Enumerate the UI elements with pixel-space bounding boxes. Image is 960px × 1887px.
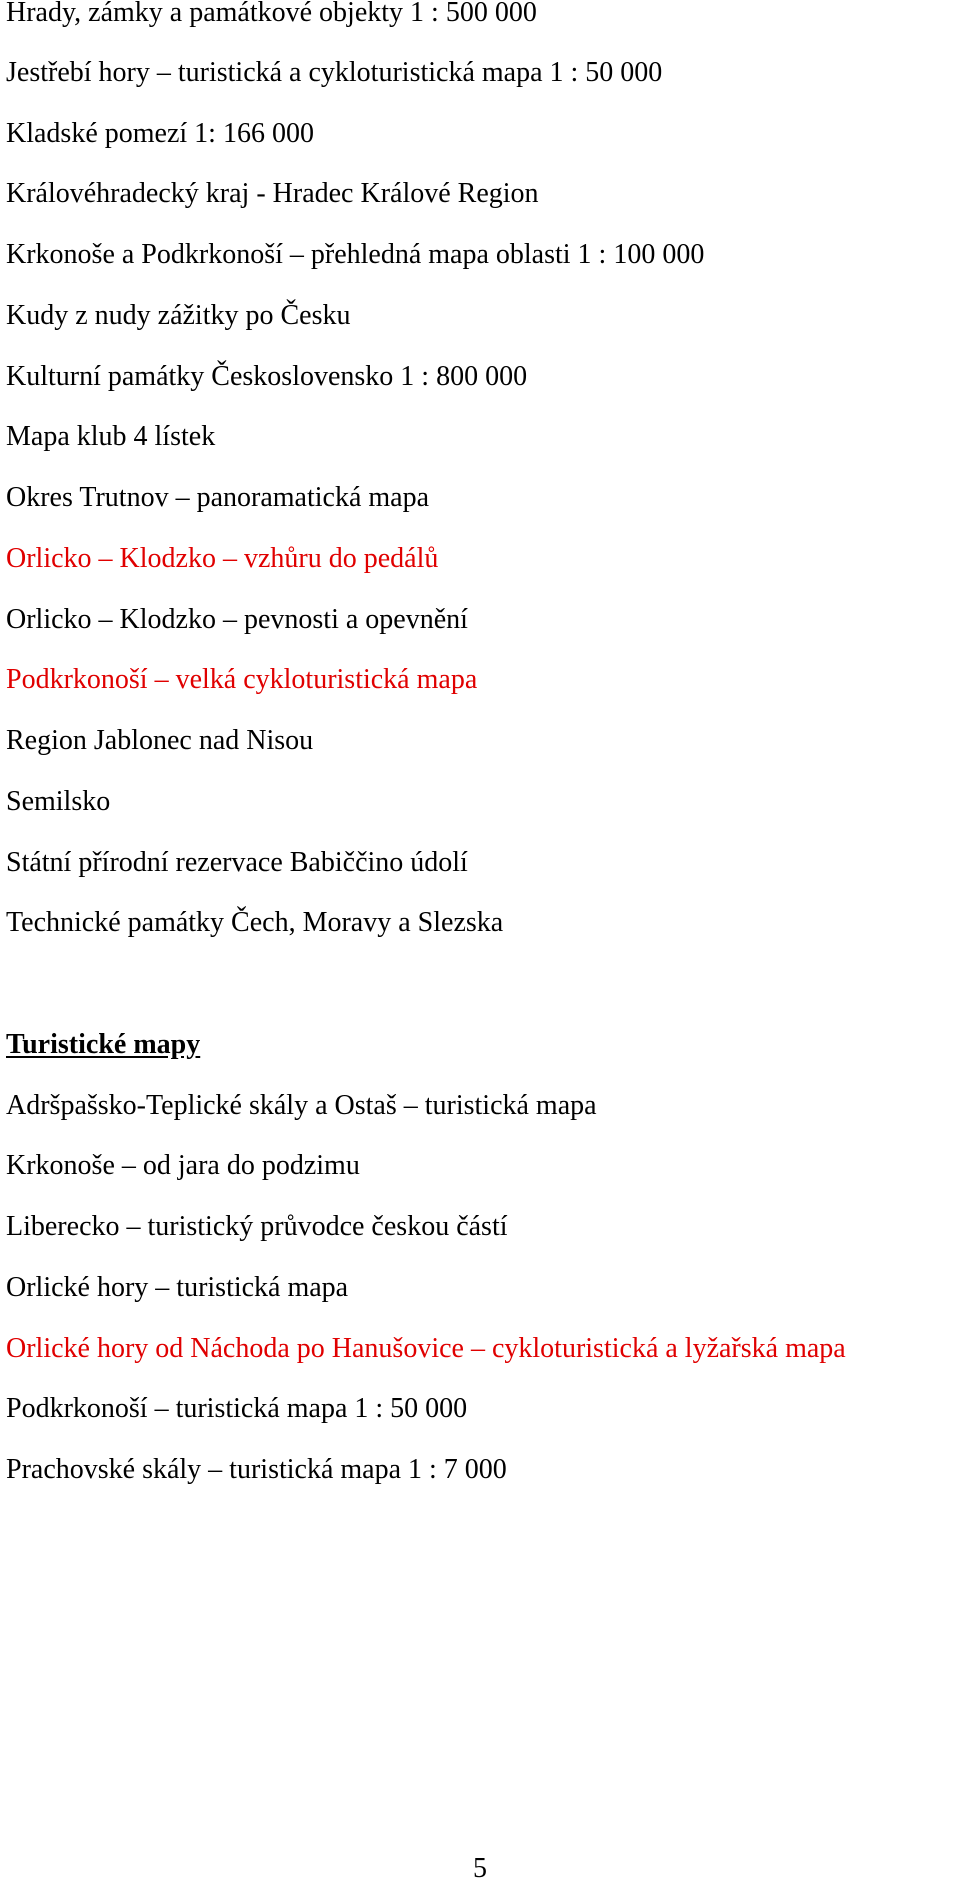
list-item: Region Jablonec nad Nisou <box>6 725 314 756</box>
list-item: Prachovské skály – turistická mapa 1 : 7 000 <box>6 1454 507 1485</box>
list-item: Orlické hory – turistická mapa <box>6 1272 349 1303</box>
list-item: Královéhradecký kraj - Hradec Králové Region <box>6 178 539 209</box>
list-item: Jestřebí hory – turistická a cykloturistická mapa 1 : 50 000 <box>6 57 663 88</box>
list-item: Kudy z nudy zážitky po Česku <box>6 300 351 331</box>
list-item-highlighted: Orlicko – Klodzko – vzhůru do pedálů <box>6 543 439 574</box>
list-item: Semilsko <box>6 786 111 817</box>
list-item: Okres Trutnov – panoramatická mapa <box>6 482 430 513</box>
page-number: 5 <box>473 1853 487 1884</box>
list-item: Technické památky Čech, Moravy a Slezska <box>6 907 504 938</box>
list-item: Hrady, zámky a památkové objekty 1 : 500 000 <box>6 0 537 28</box>
list-item: Kladské pomezí 1: 166 000 <box>6 118 314 149</box>
list-item: Podkrkonoší – turistická mapa 1 : 50 000 <box>6 1393 468 1424</box>
list-item: Mapa klub 4 lístek <box>6 421 216 452</box>
list-item: Kulturní památky Československo 1 : 800 000 <box>6 361 528 392</box>
list-item: Liberecko – turistický průvodce českou částí <box>6 1211 508 1242</box>
list-item: Adršpašsko-Teplické skály a Ostaš – turistická mapa <box>6 1090 597 1121</box>
list-item-highlighted: Orlické hory od Náchoda po Hanušovice – cykloturistická a lyžařská mapa <box>6 1333 846 1364</box>
list-item-highlighted: Podkrkonoší – velká cykloturistická mapa <box>6 664 478 695</box>
section-heading: Turistické mapy <box>6 1029 201 1060</box>
list-item: Krkonoše a Podkrkonoší – přehledná mapa oblasti 1 : 100 000 <box>6 239 705 270</box>
list-item: Orlicko – Klodzko – pevnosti a opevnění <box>6 604 468 635</box>
list-item: Krkonoše – od jara do podzimu <box>6 1150 360 1181</box>
list-item: Státní přírodní rezervace Babiččino údolí <box>6 847 468 878</box>
